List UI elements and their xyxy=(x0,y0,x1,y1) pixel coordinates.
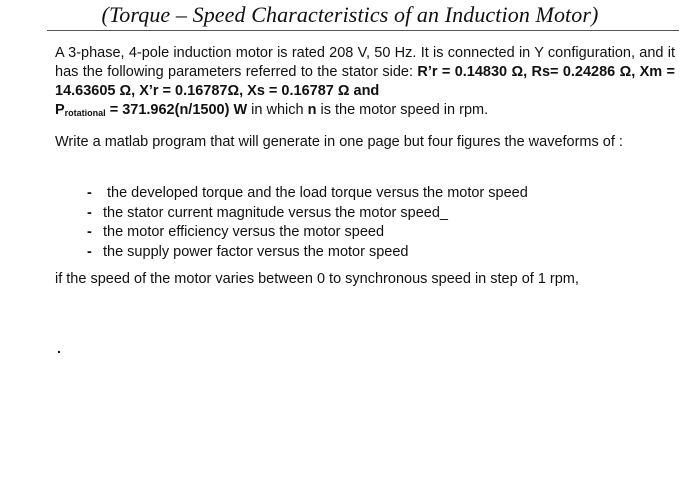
speed-range-statement: if the speed of the motor varies between 0 to synchronous speed in step of 1 rpm, xyxy=(55,271,579,287)
list-item: - the motor efficiency versus the motor speed xyxy=(87,223,528,243)
list-item: - the developed torque and the load torque versus the motor speed xyxy=(87,184,528,204)
title-underline xyxy=(47,30,679,31)
mid-text: in which xyxy=(247,102,308,118)
stray-mark: . xyxy=(57,340,61,356)
task-statement: Write a matlab program that will generate in one page but four figures the waveforms of : xyxy=(55,134,623,150)
list-item: - the supply power factor versus the motor speed xyxy=(87,243,528,263)
problem-statement xyxy=(55,44,675,123)
power-symbol: P xyxy=(55,102,65,118)
parameters-text: R’r = 0.14830 Ω, Rs= 0.24286 Ω, Xm = 14.63605 Ω, X’r = 0.16787Ω, Xs = 0.16787 Ω and xyxy=(55,64,675,99)
intro-text: A 3-phase, 4-pole induction motor is rated 208 V, 50 Hz. It is connected in Y configuration, and it has the following parameters referred to the stator side: xyxy=(55,45,675,80)
requirements-list xyxy=(87,184,528,262)
power-subscript: rotational xyxy=(64,108,106,118)
n-symbol: n xyxy=(307,102,317,118)
power-formula: = 371.962(n/1500) W xyxy=(105,102,248,118)
list-item: - the stator current magnitude versus the motor speed_ xyxy=(87,204,528,224)
end-text: is the motor speed in rpm. xyxy=(316,102,489,118)
page-title: (Torque – Speed Characteristics of an Induction Motor) xyxy=(101,2,599,27)
